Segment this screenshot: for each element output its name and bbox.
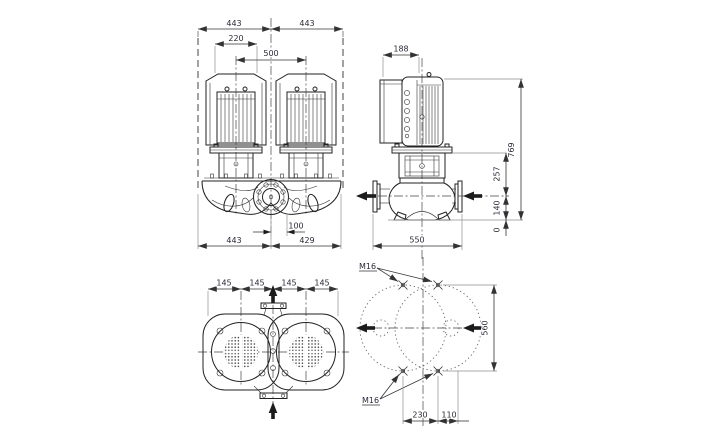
bolt-label-top: M16 xyxy=(359,262,377,271)
dim-motor-width: 220 xyxy=(228,34,244,43)
dim-base-level: 0 xyxy=(492,227,502,233)
dim-bolt-spacing: 230 xyxy=(412,410,428,420)
side-view xyxy=(356,45,523,260)
flow-arrow-right xyxy=(463,324,481,333)
dim-port-height: 140 xyxy=(492,200,502,216)
dim-port-length: 550 xyxy=(409,235,425,245)
dim-depth: 188 xyxy=(393,44,409,54)
motor-side xyxy=(380,73,443,147)
flow-arrow-left xyxy=(356,324,375,333)
dim-base-left: 443 xyxy=(226,236,242,245)
dim-port-offset: 100 xyxy=(288,221,304,231)
dim-seg-4: 145 xyxy=(314,278,330,288)
flange-view xyxy=(356,257,497,428)
flow-arrow-in xyxy=(463,192,482,201)
pump-housing-side xyxy=(373,178,462,220)
dim-total-height: 769 xyxy=(507,142,516,158)
top-port-flange xyxy=(261,303,286,315)
pump-housing-front xyxy=(202,174,341,215)
dim-edge-offset: 110 xyxy=(441,410,457,420)
top-view xyxy=(198,279,349,420)
flow-arrow-top xyxy=(269,285,278,303)
dim-seg-2: 145 xyxy=(249,278,265,288)
dim-width-right: 443 xyxy=(299,19,315,28)
flow-arrow-bottom xyxy=(269,402,278,419)
front-view xyxy=(198,18,343,249)
dim-width-left: 443 xyxy=(226,19,242,28)
dim-base-right: 429 xyxy=(299,236,315,245)
bolt-label-bottom: M16 xyxy=(362,396,380,405)
dim-flange-height: 257 xyxy=(492,166,502,182)
dim-seg-1: 145 xyxy=(216,278,232,288)
dim-vertical-spacing: 560 xyxy=(480,320,490,336)
dim-seg-3: 145 xyxy=(281,278,297,288)
dim-shaft-spacing: 500 xyxy=(263,49,279,58)
bottom-port-flange xyxy=(254,386,293,399)
